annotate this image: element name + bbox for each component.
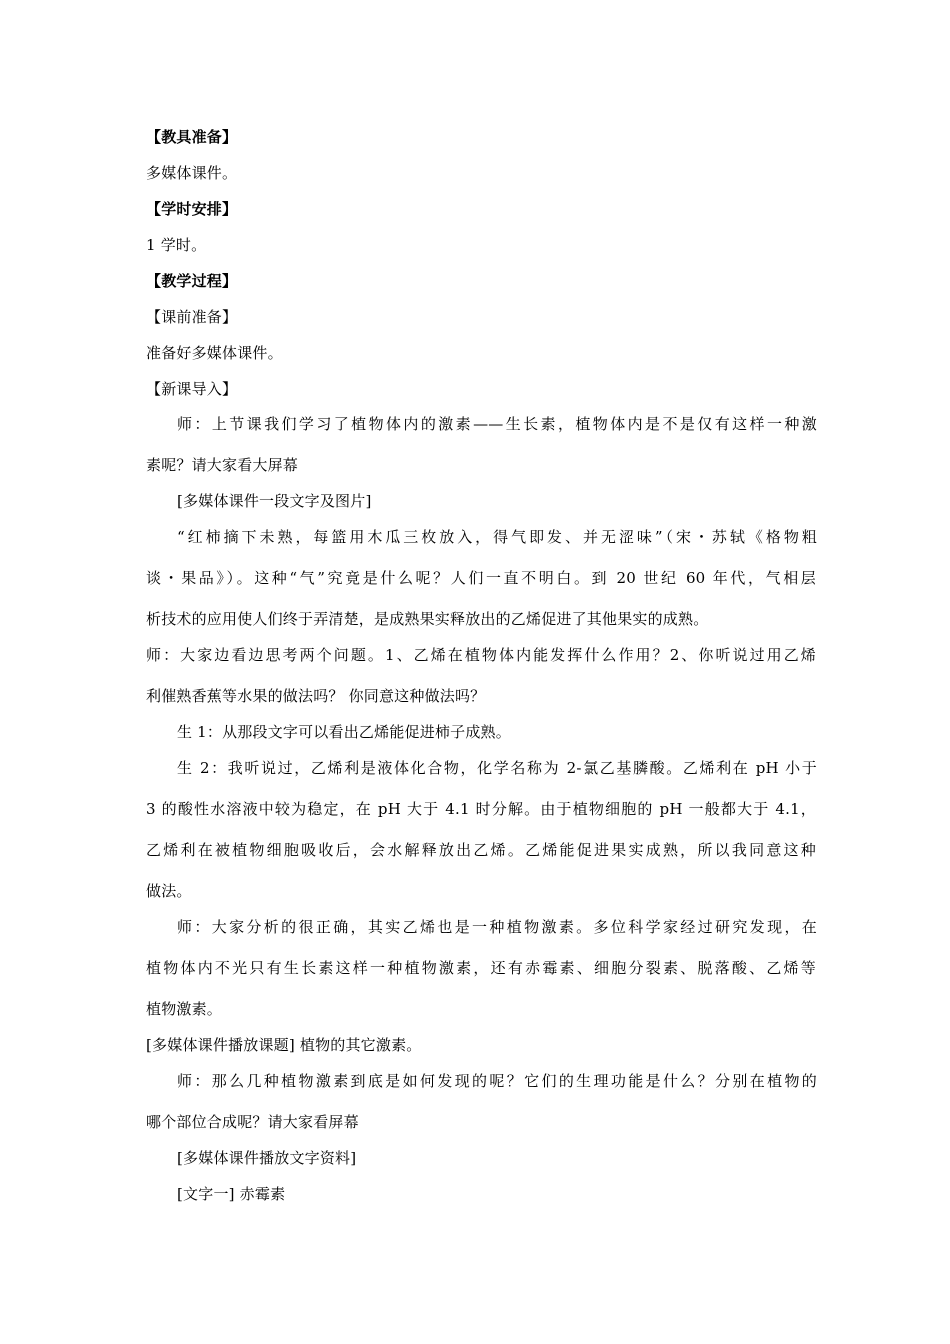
paragraph-line: 师：上节课我们学习了植物体内的激素——生长素，植物体内是不是仅有这样一种激 (177, 415, 817, 433)
paragraph-line: 乙烯利在被植物细胞吸收后，会水解释放出乙烯。乙烯能促进果实成熟，所以我同意这种 (146, 841, 816, 859)
text-prep-multimedia: 准备好多媒体课件。 (146, 344, 283, 362)
paragraph-line: [多媒体课件播放课题] 植物的其它激素。 (146, 1036, 422, 1054)
paragraph-line: [多媒体课件一段文字及图片] (177, 492, 372, 510)
text-one-hour: 1 学时。 (146, 236, 207, 254)
paragraph-line: 植物激素。 (146, 1000, 223, 1018)
paragraph-line: 素呢？请大家看大屏幕 (146, 456, 299, 474)
paragraph-line: “红柿摘下未熟，每篮用木瓜三枚放入，得气即发、并无涩味”（宋・苏轼《格物粗 (177, 528, 817, 546)
paragraph-line: 植物体内不光只有生长素这样一种植物激素，还有赤霉素、细胞分裂素、脱落酸、乙烯等 (146, 959, 816, 977)
heading-teaching-process: 【教学过程】 (146, 272, 238, 290)
heading-new-lesson: 【新课导入】 (146, 380, 238, 398)
paragraph-line: [文字一] 赤霉素 (177, 1185, 286, 1203)
paragraph-line: 生 2：我听说过，乙烯利是液体化合物，化学名称为 2-氯乙基膦酸。乙烯利在 pH 小于 (177, 759, 817, 777)
paragraph-line: 生 1：从那段文字可以看出乙烯能促进柿子成熟。 (177, 723, 511, 741)
paragraph-line: 师：大家分析的很正确，其实乙烯也是一种植物激素。多位科学家经过研究发现，在 (177, 918, 817, 936)
paragraph-line: [多媒体课件播放文字资料] (177, 1149, 357, 1167)
heading-preclass-prep: 【课前准备】 (146, 308, 238, 326)
paragraph-line: 3 的酸性水溶液中较为稳定，在 pH 大于 4.1 时分解。由于植物细胞的 pH 一般都大于 4.1， (146, 800, 816, 818)
heading-teaching-aids: 【教具准备】 (146, 128, 238, 146)
paragraph-line: 师：大家边看边思考两个问题。1、乙烯在植物体内能发挥什么作用？2、你听说过用乙烯 (146, 646, 816, 664)
paragraph-line: 利催熟香蕉等水果的做法吗？ 你同意这种做法吗？ (146, 687, 486, 705)
paragraph-line: 哪个部位合成呢？请大家看屏幕 (146, 1113, 359, 1131)
paragraph-line: 做法。 (146, 882, 192, 900)
paragraph-line: 析技术的应用使人们终于弄清楚，是成熟果实释放出的乙烯促进了其他果实的成熟。 (146, 610, 709, 628)
heading-class-hours: 【学时安排】 (146, 200, 238, 218)
text-multimedia: 多媒体课件。 (146, 164, 238, 182)
paragraph-line: 师：那么几种植物激素到底是如何发现的呢？它们的生理功能是什么？分别在植物的 (177, 1072, 817, 1090)
paragraph-line: 谈・果品》）。这种“气”究竟是什么呢？人们一直不明白。到 20 世纪 60 年代，气相层 (146, 569, 816, 587)
